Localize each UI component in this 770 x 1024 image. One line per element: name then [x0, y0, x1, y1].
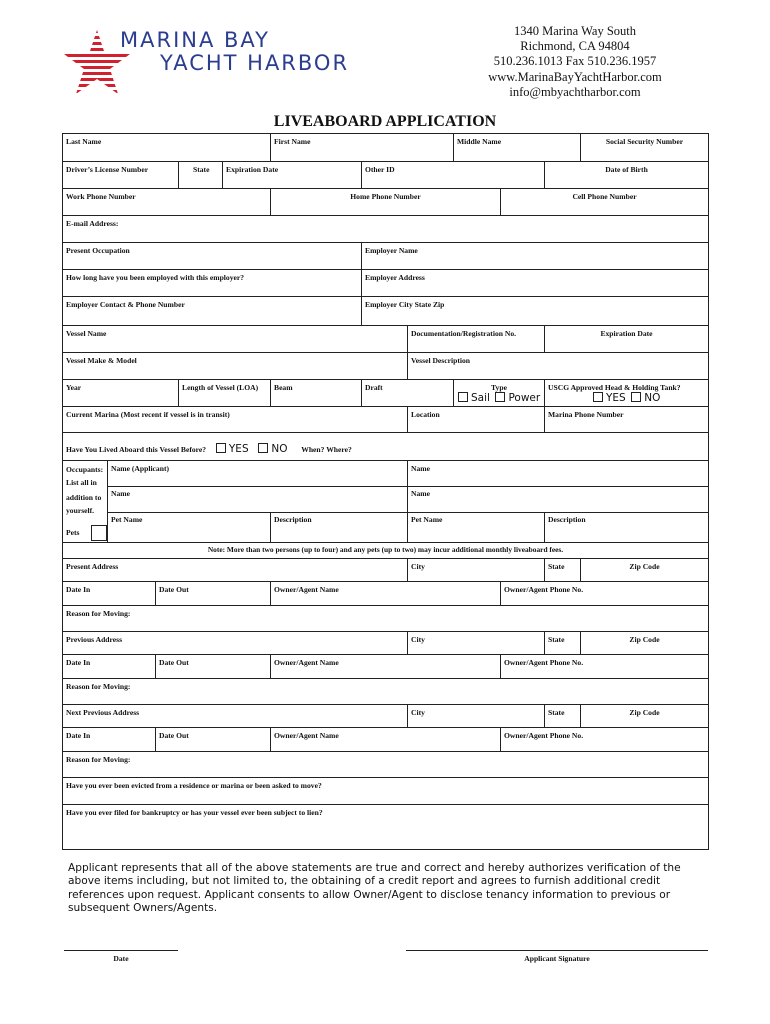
employment-length-field[interactable]: How long have you been employed with this employer? [66, 273, 245, 282]
drivers-license-field[interactable]: Driver’s License Number [66, 165, 149, 174]
present-reason-field[interactable]: Reason for Moving: [66, 609, 131, 618]
form-row-employment [63, 269, 708, 296]
form-row-employer-contact [63, 296, 708, 325]
present-state-field[interactable]: State [544, 559, 580, 581]
uscg-no-checkbox[interactable] [631, 392, 641, 402]
pet-description-field-2[interactable]: Description [544, 512, 708, 542]
date-signature-line[interactable] [64, 950, 178, 951]
fees-note: Note: More than two persons (up to four) and any pets (up to two) may incur additional monthly liveaboard fees. [207, 545, 564, 554]
vessel-type-label: Type [491, 383, 507, 392]
form-row-next-previous-reason [63, 751, 708, 777]
current-marina-field[interactable]: Current Marina (Most recent if vessel is in transit) [66, 410, 230, 419]
present-owner-agent-field[interactable]: Owner/Agent Name [270, 582, 500, 605]
vessel-name-field[interactable]: Vessel Name [66, 329, 107, 338]
form-row-lived-aboard [63, 432, 708, 460]
when-where-label: When? Where? [301, 445, 352, 454]
previous-owner-agent-field[interactable]: Owner/Agent Name [270, 655, 500, 678]
form-row-occupant-1 [63, 460, 708, 486]
occupants-label-4: yourself. [66, 506, 95, 515]
home-phone-field[interactable]: Home Phone Number [270, 189, 500, 215]
present-owner-phone-field[interactable]: Owner/Agent Phone No. [500, 582, 708, 605]
next-previous-address-field[interactable]: Next Previous Address [66, 708, 140, 717]
pet-description-field[interactable]: Description [270, 512, 407, 542]
vessel-draft-field[interactable]: Draft [361, 380, 453, 406]
next-previous-city-field[interactable]: City [407, 705, 544, 727]
previous-reason-field[interactable]: Reason for Moving: [66, 682, 131, 691]
sail-checkbox[interactable] [458, 392, 468, 402]
uscg-no-label: NO [644, 392, 661, 404]
uscg-yes-label: YES [606, 392, 626, 404]
applicant-name-field[interactable]: Name (Applicant) [107, 461, 407, 486]
first-name-field[interactable]: First Name [270, 134, 453, 161]
next-previous-state-field[interactable]: State [544, 705, 580, 727]
occupants-label-3: addition to [66, 493, 102, 502]
form-row-present-dates [63, 581, 708, 605]
previous-state-field[interactable]: State [544, 632, 580, 654]
form-row-vessel [63, 325, 708, 352]
vessel-expiration-field[interactable]: Expiration Date [544, 326, 708, 352]
lived-yes-checkbox[interactable] [216, 443, 226, 453]
vessel-description-field[interactable]: Vessel Description [407, 353, 708, 379]
form-row-bankruptcy [63, 804, 708, 850]
page-title: LIVEABOARD APPLICATION [273, 113, 497, 130]
pet-name-field[interactable]: Pet Name [107, 512, 270, 542]
company-address [470, 24, 680, 100]
employer-city-field[interactable]: Employer City State Zip [361, 297, 708, 325]
address-email-line: info@mbyachtharbor.com [509, 84, 641, 99]
next-previous-zip-field[interactable]: Zip Code [580, 705, 708, 727]
lived-yes-label: YES [228, 443, 249, 455]
form-row-previous-dates [63, 654, 708, 678]
cell-phone-field[interactable]: Cell Phone Number [500, 189, 708, 215]
evicted-question-field[interactable]: Have you ever been evicted from a residence or marina or been asked to move? [66, 781, 322, 790]
form-row-next-previous-address [63, 704, 708, 727]
date-label: Date [113, 954, 129, 963]
next-previous-date-in-field[interactable]: Date In [66, 731, 91, 740]
pets-checkbox[interactable] [91, 525, 107, 541]
application-form [62, 133, 709, 850]
present-city-field[interactable]: City [407, 559, 544, 581]
uscg-yes-checkbox[interactable] [593, 392, 603, 402]
next-previous-owner-agent-field[interactable]: Owner/Agent Name [270, 728, 500, 751]
form-row-evicted [63, 777, 708, 804]
form-row-pets [63, 512, 708, 542]
occupants-label-2: List all in [66, 478, 97, 487]
form-row-occupant-2 [63, 486, 708, 512]
present-address-field[interactable]: Present Address [66, 562, 119, 571]
form-row-names [63, 134, 708, 161]
employer-name-field[interactable]: Employer Name [361, 243, 708, 269]
last-name-field[interactable]: Last Name [66, 137, 102, 146]
present-date-in-field[interactable]: Date In [66, 585, 91, 594]
applicant-signature-line[interactable] [406, 950, 708, 951]
vessel-make-field[interactable]: Vessel Make & Model [66, 356, 137, 365]
form-row-marina [63, 406, 708, 432]
previous-zip-field[interactable]: Zip Code [580, 632, 708, 654]
license-expiration-field[interactable]: Expiration Date [222, 162, 361, 188]
address-phone-line: 510.236.1013 Fax 510.236.1957 [493, 54, 657, 69]
form-row-previous-address [63, 631, 708, 654]
lived-no-checkbox[interactable] [258, 443, 268, 453]
ssn-field[interactable]: Social Security Number [580, 134, 708, 161]
occupation-field[interactable]: Present Occupation [66, 246, 130, 255]
occupant-name-field-2[interactable]: Name [107, 486, 407, 512]
marina-location-field[interactable]: Location [407, 407, 544, 432]
form-row-vessel-make [63, 352, 708, 379]
applicant-statement: Applicant represents that all of the above statements are true and correct and hereby authorizes verification of the above items including, but not limited to, the obtaining of a credit report and agrees to furnish additional credit references upon request. Applicant consents to allow Owner/Agent to disclose tenancy information to previous or subsequent Owners/Agents. [68, 862, 681, 915]
email-field[interactable]: E-mail Address: [66, 219, 119, 228]
present-zip-field[interactable]: Zip Code [580, 559, 708, 581]
previous-date-out-field[interactable]: Date Out [155, 655, 270, 678]
address-line: Richmond, CA 94804 [520, 39, 630, 54]
previous-address-field[interactable]: Previous Address [66, 635, 123, 644]
middle-name-field[interactable]: Middle Name [453, 134, 580, 161]
present-date-out-field[interactable]: Date Out [155, 582, 270, 605]
logo-line1: MARINA BAY [120, 28, 270, 52]
next-previous-owner-phone-field[interactable]: Owner/Agent Phone No. [500, 728, 708, 751]
form-row-note [63, 542, 708, 558]
occupant-name-field[interactable]: Name [407, 461, 708, 486]
applicant-signature-label: Applicant Signature [524, 954, 590, 963]
lived-aboard-question [63, 433, 708, 460]
bankruptcy-question-field[interactable]: Have you ever filed for bankruptcy or has your vessel ever been subject to lien? [66, 808, 323, 817]
form-row-email [63, 215, 708, 242]
previous-city-field[interactable]: City [407, 632, 544, 654]
vessel-beam-field[interactable]: Beam [270, 380, 361, 406]
documentation-field[interactable]: Documentation/Registration No. [407, 326, 544, 352]
form-row-present-address [63, 558, 708, 581]
power-checkbox[interactable] [495, 392, 505, 402]
address-line: 1340 Marina Way South [513, 24, 636, 38]
other-id-field[interactable]: Other ID [361, 162, 544, 188]
form-row-present-reason [63, 605, 708, 631]
lived-no-label: NO [271, 443, 288, 455]
employer-address-field[interactable]: Employer Address [361, 270, 708, 296]
address-website-line: www.MarinaBayYachtHarbor.com [488, 69, 662, 84]
occupant-name-field-3[interactable]: Name [407, 486, 708, 512]
form-row-occupation [63, 242, 708, 269]
vessel-type-field [453, 380, 544, 406]
work-phone-field[interactable]: Work Phone Number [66, 192, 136, 201]
power-label: Power [508, 392, 541, 404]
previous-date-in-field[interactable]: Date In [66, 658, 91, 667]
marina-phone-field[interactable]: Marina Phone Number [544, 407, 708, 432]
uscg-label: USCG Approved Head & Holding Tank? [548, 383, 681, 392]
employer-contact-field[interactable]: Employer Contact & Phone Number [66, 300, 185, 309]
date-of-birth-field[interactable]: Date of Birth [544, 162, 708, 188]
vessel-length-field[interactable]: Length of Vessel (LOA) [178, 380, 270, 406]
next-previous-reason-field[interactable]: Reason for Moving: [66, 755, 131, 764]
form-row-next-previous-dates [63, 727, 708, 751]
logo-line2: YACHT HARBOR [160, 51, 350, 75]
previous-owner-phone-field[interactable]: Owner/Agent Phone No. [500, 655, 708, 678]
pet-name-field-2[interactable]: Pet Name [407, 512, 544, 542]
form-row-license [63, 161, 708, 188]
vessel-year-field[interactable]: Year [66, 383, 82, 392]
pets-label: Pets [66, 528, 80, 537]
uscg-field [544, 380, 708, 406]
marina-bay-logo [62, 28, 362, 100]
form-row-phones [63, 188, 708, 215]
form-row-previous-reason [63, 678, 708, 704]
lived-aboard-label: Have You Lived Aboard this Vessel Before? [66, 445, 207, 454]
license-state-field[interactable]: State [178, 162, 222, 188]
next-previous-date-out-field[interactable]: Date Out [155, 728, 270, 751]
form-row-vessel-specs [63, 379, 708, 406]
occupants-label: Occupants: [66, 465, 104, 474]
sail-label: Sail [471, 392, 490, 404]
